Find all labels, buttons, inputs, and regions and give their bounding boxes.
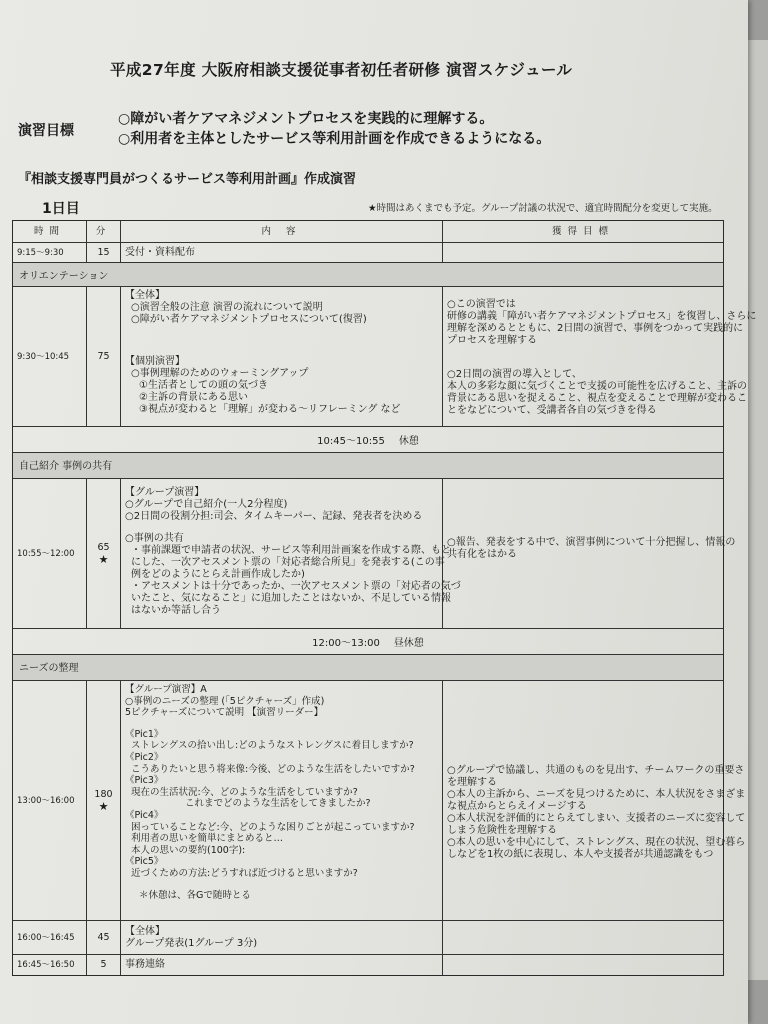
- row-goal: [443, 681, 746, 920]
- table-row: [13, 955, 723, 975]
- row-content: [121, 921, 443, 954]
- break-row: [13, 427, 723, 453]
- content-line: 【全体】: [125, 290, 165, 301]
- content-line: 《Pic3》: [125, 775, 164, 787]
- content-line: ○2日間の役割分担:司会、タイムキーパー、記録、発表者を決める: [125, 511, 423, 522]
- content-line: こうありたいと思う将来像:今後、どのような生活をしたいですか?: [131, 763, 415, 775]
- goal-line: ○グループで協議し、共通のものを見出す、チームワークの重要さ: [447, 765, 745, 776]
- content-line: グループ発表(1グループ 3分): [125, 938, 258, 949]
- break-time: 12:00〜13:00: [312, 638, 380, 649]
- goal-line: しまう危険性を理解する: [447, 825, 557, 836]
- content-line: 5ピクチャーズについて説明 【演習リーダー】: [125, 707, 324, 719]
- star-icon: ★: [98, 552, 109, 566]
- content-line: 事務連絡: [125, 959, 165, 970]
- row-time: 10:55〜12:00: [13, 479, 87, 628]
- section-subtitle: 『相談支援専門員がつくるサービス等利用計画』作成演習: [18, 172, 357, 187]
- break-label: 休憩: [398, 436, 419, 447]
- row-content: [121, 479, 461, 628]
- table-row: [13, 243, 723, 263]
- content-line: ○障がい者ケアマネジメントプロセスについて(復習): [131, 314, 367, 325]
- content-line: にした、一次アセスメント票の「対応者総合所見」を発表する(この事: [131, 557, 445, 568]
- goal-line: な視点からとらえイメージする: [447, 801, 587, 812]
- goal-line: とをなどについて、受講者各自の気づきを得る: [447, 405, 657, 416]
- content-line: 困っていることなど:今、どのような困りごとが起こっていますか?: [131, 821, 415, 833]
- goal-line: ○本人の思いを中心にして、ストレングス、現在の状況、望む暮ら: [447, 837, 746, 848]
- goal-line: ○報告、発表をする中で、演習事例について十分把握し、情報の: [447, 537, 736, 548]
- goal-line: 研修の講義「障がい者ケアマネジメントプロセス」を復習し、さらに: [447, 311, 757, 322]
- content-line: はないか等話し合う: [131, 605, 221, 616]
- content-line: ＊休憩は、各Gで随時とる: [139, 889, 251, 901]
- row-goal: [443, 243, 723, 262]
- table-row: [13, 287, 757, 427]
- content-line: ○事例の共有: [125, 533, 184, 544]
- row-time: 13:00〜16:00: [13, 681, 87, 920]
- goal-line-1: ○障がい者ケアマネジメントプロセスを実践的に理解する。: [118, 111, 494, 127]
- goals-label: 演習目標: [18, 123, 74, 139]
- section-row-self-intro: 自己紹介 事例の共有: [13, 453, 723, 479]
- content-line: いたこと、気になること」に追加したことはないか、不足している情報: [131, 593, 451, 604]
- table-row: [13, 479, 736, 629]
- content-line: 受付・資料配布: [125, 246, 195, 258]
- content-line: 利用者の思いを簡単にまとめると…: [131, 833, 284, 845]
- row-minutes: 65: [97, 541, 110, 553]
- content-line: ③視点が変わると「理解」が変わる〜リフレーミング など: [139, 404, 401, 415]
- content-line: 例をどのようにとらえ計画作成したか): [131, 569, 305, 580]
- row-minutes: 75: [87, 287, 121, 426]
- header-minutes: 分: [87, 221, 121, 242]
- goal-line: 背景にある思いを捉えること、視点を変えることで理解が変わるこ: [447, 393, 747, 404]
- goal-line: を理解する: [447, 777, 497, 788]
- row-content: [121, 955, 443, 975]
- goal-line: 理解を深めるとともに、2日間の演習で、事例をつかって実践的に: [447, 323, 744, 334]
- content-line: 《Pic4》: [125, 809, 164, 821]
- content-line: ・アセスメントは十分であったか、一次アセスメント票の「対応者の気づ: [131, 581, 461, 592]
- goal-line-2: ○利用者を主体としたサービス等利用計画を作成できるようになる。: [118, 131, 551, 147]
- header-content: 内 容: [121, 221, 443, 242]
- row-minutes-cell: [87, 479, 121, 628]
- content-line: ①生活者としての頭の気づき: [139, 380, 268, 391]
- section-row-needs: ニーズの整理: [13, 655, 723, 681]
- content-line: 【グループ演習】A: [125, 684, 207, 695]
- goal-line: プロセスを理解する: [447, 335, 537, 346]
- row-goal: [443, 479, 736, 628]
- header-time: 時間: [13, 221, 87, 242]
- row-minutes: 45: [87, 921, 121, 954]
- row-goal: [443, 921, 723, 954]
- content-line: ・事前課題で申請者の状況、サービス等利用計画案を作成する際、もと: [131, 545, 451, 556]
- goal-line: ○この演習では: [447, 299, 516, 310]
- content-line: 《Pic1》: [125, 728, 164, 740]
- schedule-table: [12, 220, 757, 976]
- content-line: 現在の生活状況:今、どのような生活をしていますか?: [131, 786, 358, 798]
- content-line: 【個別演習】: [125, 356, 185, 367]
- row-minutes: 15: [87, 243, 121, 262]
- content-line: 《Pic5》: [125, 856, 164, 868]
- row-content: [121, 287, 443, 426]
- goal-block-1: [447, 299, 757, 347]
- goal-line: 共有化をはかる: [447, 549, 517, 560]
- goal-line: 本人の多彩な顔に気づくことで支援の可能性を広げること、主訴の: [447, 381, 747, 392]
- content-line: 【全体】: [125, 926, 165, 937]
- content-line: ○演習全般の注意 演習の流れについて説明: [131, 302, 323, 313]
- table-header-row: [13, 221, 723, 243]
- content-line: 近づくための方法:どうすれば近づけると思いますか?: [131, 867, 358, 879]
- row-minutes-cell: [87, 681, 121, 920]
- row-content: [121, 243, 443, 262]
- row-goal: [443, 287, 757, 426]
- row-goal: [443, 955, 723, 975]
- table-row: [13, 681, 746, 921]
- row-time: 16:00〜16:45: [13, 921, 87, 954]
- day-label: 1日目: [42, 201, 80, 217]
- goal-line: しなどを1枚の紙に表現し、本人や支援者が共通認識をもつ: [447, 849, 714, 860]
- row-time: 9:15〜9:30: [13, 243, 87, 262]
- break-row: [13, 629, 723, 655]
- break-time: 10:45〜10:55: [317, 436, 385, 447]
- goal-block-1: [447, 537, 736, 561]
- content-line: ○事例理解のためのウォーミングアップ: [131, 368, 309, 379]
- row-time: 9:30〜10:45: [13, 287, 87, 426]
- goal-line: ○本人の主訴から、ニーズを見つけるために、本人状況をさまざま: [447, 789, 746, 800]
- header-goal: 獲得目標: [551, 225, 614, 237]
- goal-block-2: [447, 369, 747, 417]
- content-line: 本人の思いの要約(100字):: [131, 844, 246, 856]
- star-icon: ★: [98, 799, 109, 813]
- content-line: 《Pic2》: [125, 751, 164, 763]
- row-time: 16:45〜16:50: [13, 955, 87, 975]
- content-line: ○グループで自己紹介(一人2分程度): [125, 499, 288, 510]
- page-title: 平成27年度 大阪府相談支援従事者初任者研修 演習スケジュール: [110, 61, 573, 79]
- content-line: ②主訴の背景にある思い: [139, 392, 248, 403]
- goal-line: ○2日間の演習の導入として、: [447, 369, 582, 380]
- break-label: 昼休憩: [393, 638, 424, 649]
- content-line: 【グループ演習】: [125, 487, 205, 498]
- goal-block-1: [447, 765, 746, 861]
- content-line: ストレングスの拾い出し:どのようなストレングスに着目しますか?: [131, 740, 414, 752]
- table-row: [13, 921, 723, 955]
- section-row-orientation: オリエンテーション: [13, 263, 723, 287]
- row-minutes: 5: [87, 955, 121, 975]
- content-line: これまでどのような生活をしてきましたか?: [185, 798, 371, 810]
- row-content: [121, 681, 443, 920]
- content-line: ○事例のニーズの整理 (「5ピクチャーズ」作成): [125, 695, 325, 707]
- goal-line: ○本人状況を評価的にとらえてしまい、支援者のニーズに変容して: [447, 813, 746, 824]
- row-minutes: 180: [94, 788, 113, 800]
- schedule-note: ★時間はあくまでも予定。グループ討議の状況で、適宜時間配分を変更して実施。: [368, 203, 718, 214]
